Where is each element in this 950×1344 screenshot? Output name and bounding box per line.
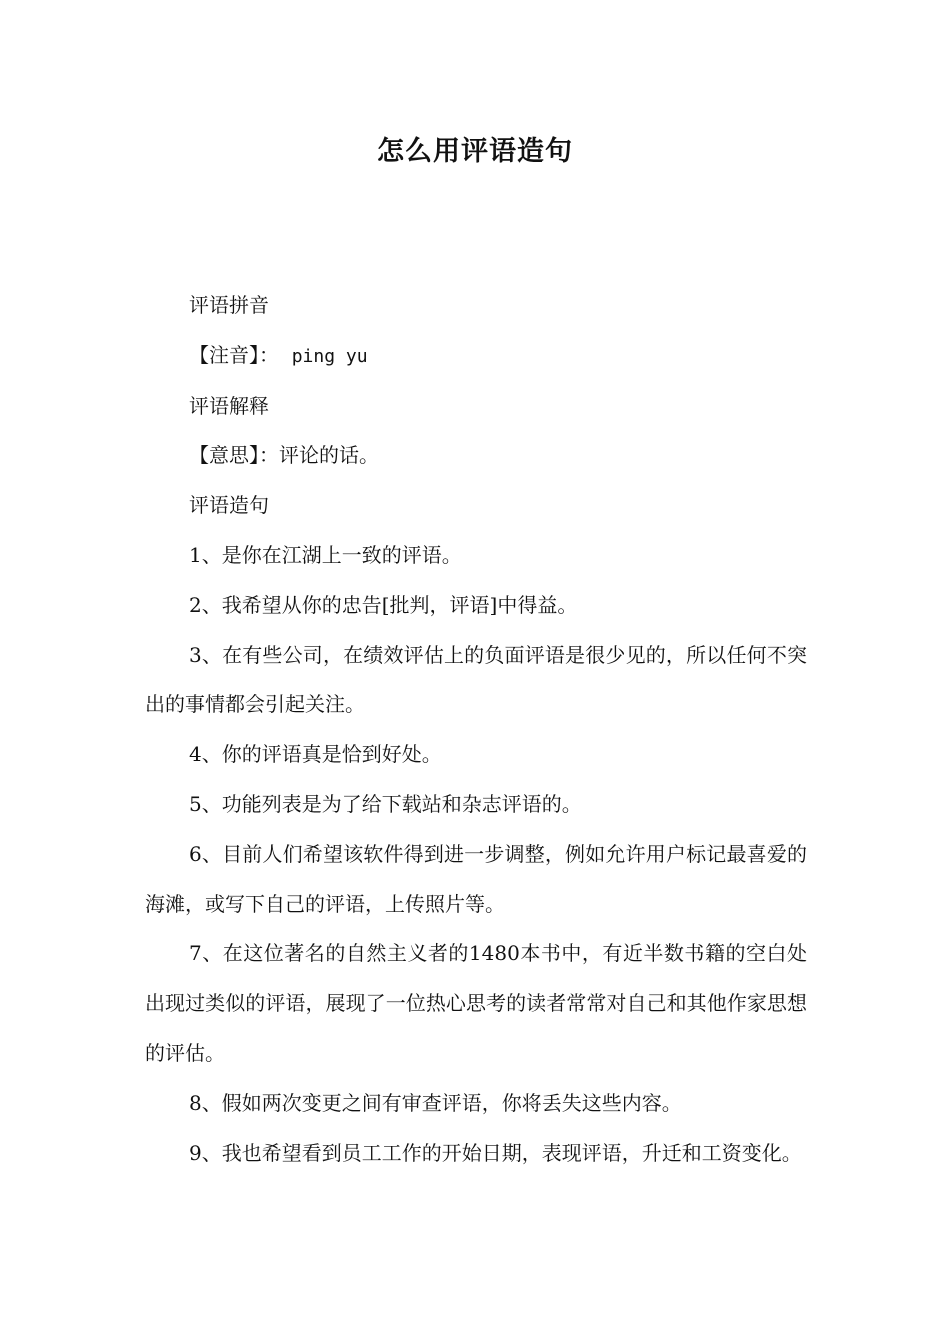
example-sentence-2: 2、我希望从你的忠告[批判，评语]中得益。 <box>189 592 578 617</box>
pronunciation-line <box>145 331 807 382</box>
example-sentence-4: 4、你的评语真是恰到好处。 <box>189 742 442 767</box>
document-body <box>145 281 807 1178</box>
pinyin-text: ping yu <box>291 345 368 367</box>
meaning-line: 【意思】：评论的话。 <box>189 443 379 468</box>
example-sentence-1: 1、是你在江湖上一致的评语。 <box>189 542 462 567</box>
example-sentence-3: 3、在有些公司，在绩效评估上的负面评语是很少见的，所以任何不突出的事情都会引起关注。 <box>145 642 807 717</box>
example-sentence-8: 8、假如两次变更之间有审查评语，你将丢失这些内容。 <box>189 1090 682 1115</box>
section-heading-pinyin: 评语拼音 <box>189 293 269 317</box>
document-title: 怎么用评语造句 <box>377 136 573 167</box>
example-sentence-6: 6、目前人们希望该软件得到进一步调整，例如允许用户标记最喜爱的海滩，或写下自己的评语，上传照片等。 <box>145 841 807 916</box>
example-sentence-5: 5、功能列表是为了给下载站和杂志评语的。 <box>189 791 582 816</box>
example-sentence-7: 7、在这位著名的自然主义者的1480本书中，有近半数书籍的空白处出现过类似的评语，展现了一位热心思考的读者常常对自己和其他作家思想的评估。 <box>145 941 807 1065</box>
section-heading-examples: 评语造句 <box>189 493 269 518</box>
pronunciation-label: 【注音】： <box>189 342 279 367</box>
section-heading-meaning: 评语解释 <box>189 393 269 418</box>
example-sentence-9: 9、我也希望看到员工工作的开始日期，表现评语，升迁和工资变化。 <box>189 1140 802 1165</box>
